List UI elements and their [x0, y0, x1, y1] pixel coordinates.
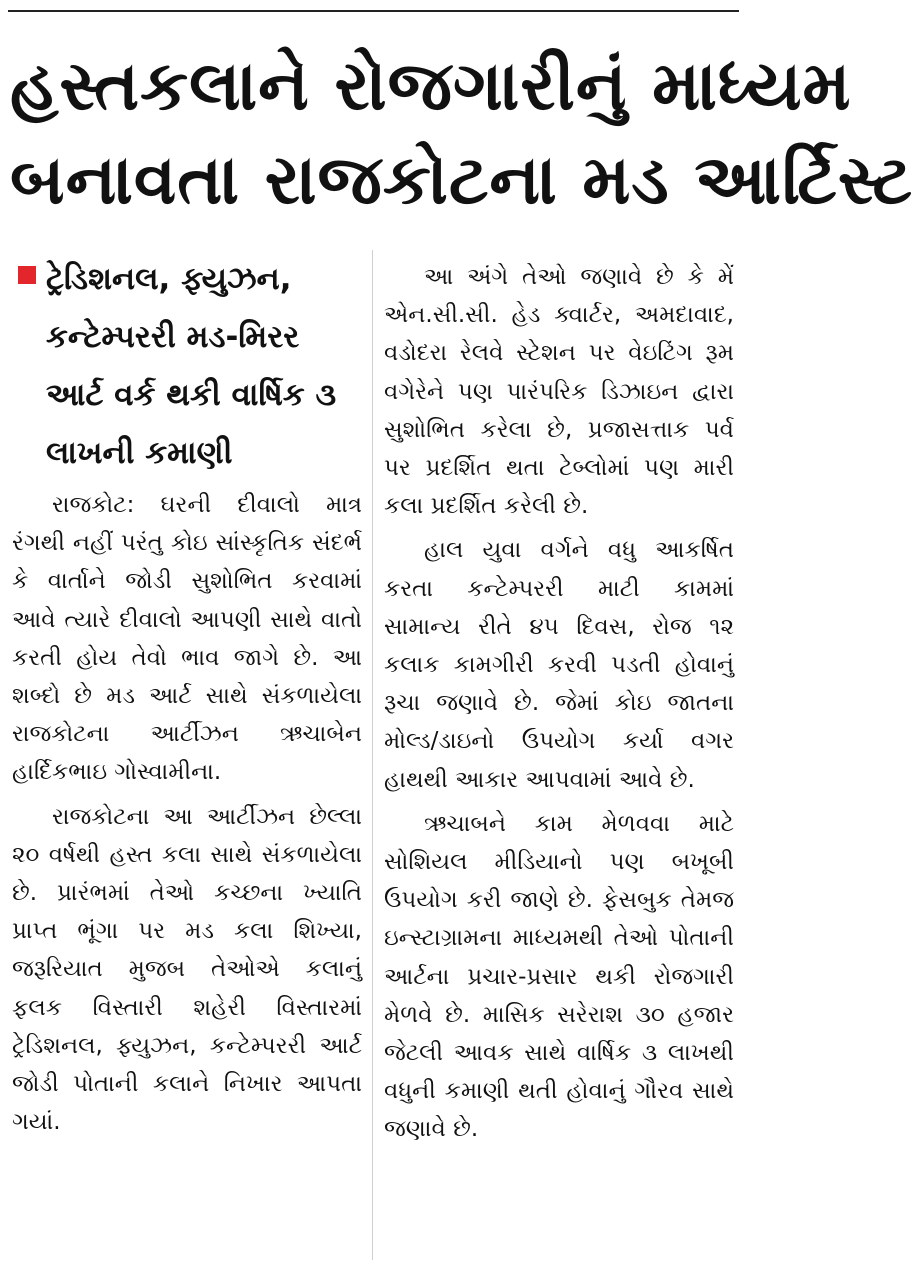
right-paragraph-1: આ અંગે તેઓ જણાવે છે કે મેં એન.સી.સી. હેડ ક્વાર્ટર, અમદાવાદ, વડોદરા રેલવે સ્ટેશન પર વેઇટિંગ રૂમ વગેરેને પણ પારંપરિક ડિઝાઇન દ્વારા સુશોભિત કરેલા છે, પ્રજાસત્તાક પર્વ પર પ્રદર્શિત થતા ટેબ્લોમાં પણ મારી કલા પ્રદર્શિત કરેલી છે. [384, 264, 734, 520]
right-paragraph-2: હાલ યુવા વર્ગને વધુ આકર્ષિત કરતા કન્ટેમ્પરરી માટી કામમાં સામાન્ય રીતે ૪૫ દિવસ, રોજ ૧૨ કલાક કામગીરી કરવી પડતી હોવાનું રૂચા જણાવે છે. જેમાં કોઇ જાતના મોલ્ડ/ડાઇનો ઉપયોગ કર્યા વગર હાથથી આકાર આપવામાં આવે છે. [384, 537, 734, 793]
headline [10, 40, 913, 228]
left-paragraph-1: રાજકોટ: ઘરની દીવાલો માત્ર રંગથી નહીં પરંતુ કોઇ સાંસ્કૃતિક સંદર્ભ કે વાર્તાને જોડી સુશોભિત કરવામાં આવે ત્યારે દીવાલો આપણી સાથે વાતો કરતી હોય તેવો ભાવ જાગે છે. આ શબ્દો છે મડ આર્ટ સાથે સંકળાયેલા રાજકોટના આર્ટીઝન ઋચાબેન હાર્દિકભાઇ ગોસ્વામીના. [12, 492, 362, 786]
left-column [12, 250, 362, 1270]
headline-line-2: બનાવતા રાજકોટના મડ આર્ટિસ્ટ [10, 141, 913, 220]
subheadline [12, 250, 362, 482]
column-divider [372, 250, 373, 1260]
red-square-bullet-icon [18, 266, 36, 284]
left-paragraph-2: રાજકોટના આ આર્ટીઝન છેલ્લા ૨૦ વર્ષથી હસ્ત કલા સાથે સંકળાયેલા છે. પ્રારંભમાં તેઓ કચ્છના ખ્યાતિ પ્રાપ્ત ભૂંગા પર મડ કલા શિખ્યા, જરૂરિયાત મુજબ તેઓએ કલાનું ફલક વિસ્તારી શહેરી વિસ્તારમાં ટ્રેડિશનલ, ફ્યુઝન, કન્ટેમ્પરરી આર્ટ જોડી પોતાની કલાને નિખાર આપતા ગયાં. [12, 803, 362, 1136]
right-paragraph-3: ઋચાબને કામ મેળવવા માટે સોશિયલ મીડિયાનો પણ બખૂબી ઉપયોગ કરી જાણે છે. ફેસબુક તેમજ ઇન્સ્ટાગ્રામના માધ્યમથી તેઓ પોતાની આર્ટના પ્રચાર-પ્રસાર થકી રોજગારી મેળવે છે. માસિક સરેરાશ ૩૦ હજાર જેટલી આવક સાથે વાર્ષિક ૩ લાખથી વધુની કમાણી થતી હોવાનું ગૌરવ સાથે જણાવે છે. [384, 810, 734, 1143]
subheadline-text: ટ્રેડિશનલ, ફ્યુઝન, કન્ટેમ્પરરી મડ-મિરર આર્ટ વર્ક થકી વાર્ષિક ૩ લાખની કમાણી [46, 261, 337, 471]
headline-line-1: હસ્તકલાને રોજગારીનું માધ્યમ [10, 47, 852, 126]
top-rule [8, 10, 739, 12]
right-column [384, 258, 734, 1270]
